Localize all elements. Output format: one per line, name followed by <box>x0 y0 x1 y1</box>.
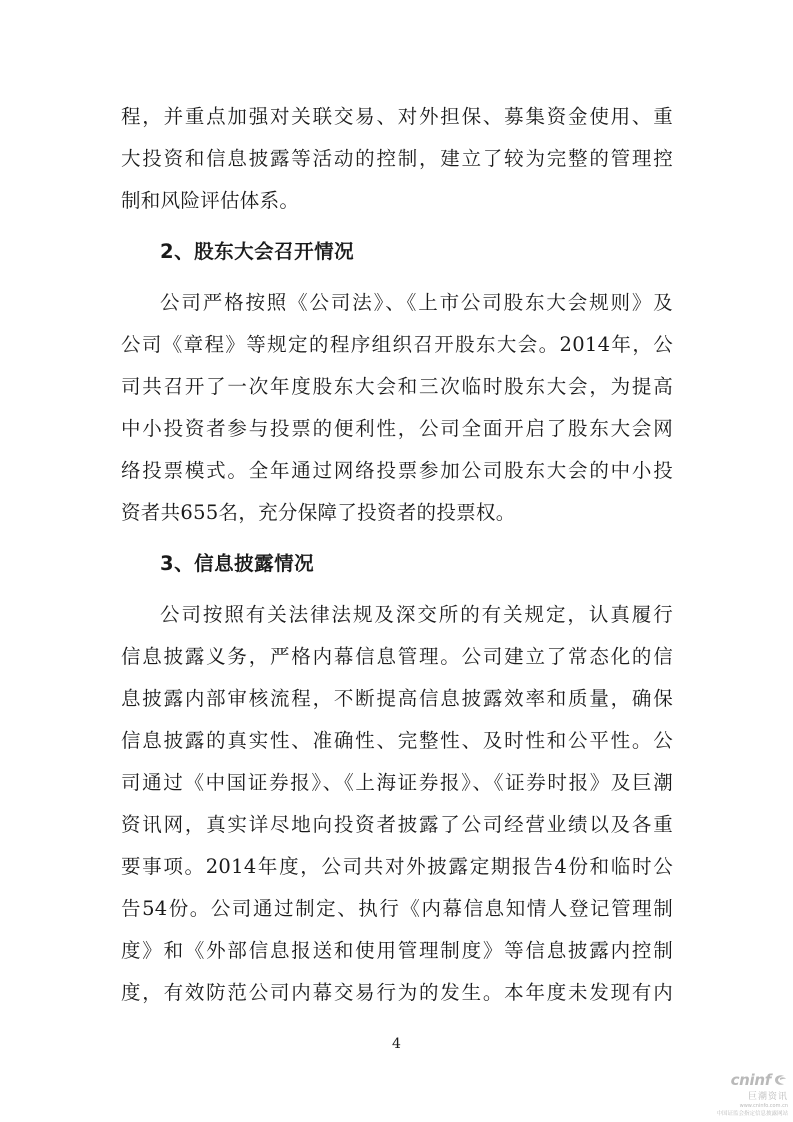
body-line: 资者共655名，充分保障了投资者的投票权。 <box>121 501 516 524</box>
body-line: 公司按照有关法律法规及深交所的有关规定，认真履行 <box>160 603 673 626</box>
body-line: 大投资和信息披露等活动的控制，建立了较为完整的管理控 <box>121 147 673 170</box>
body-line: 要事项。2014年度，公司共对外披露定期报告4份和临时公 <box>121 855 673 878</box>
section-heading-information-disclosure: 3、信息披露情况 <box>160 552 315 575</box>
body-line: 度》和《外部信息报送和使用管理制度》等信息披露内控制 <box>121 939 673 962</box>
body-line: 中小投资者参与投票的便利性，公司全面开启了股东大会网 <box>121 417 673 440</box>
body-line: 制和风险评估体系。 <box>121 189 300 212</box>
body-line: 资讯网，真实详尽地向投资者披露了公司经营业绩以及各重 <box>121 813 673 836</box>
body-line: 告54份。公司通过制定、执行《内幕信息知情人登记管理制 <box>121 897 673 920</box>
body-line: 息披露内部审核流程，不断提高信息披露效率和质量，确保 <box>121 687 673 710</box>
watermark-cn-name: 巨潮资讯 <box>747 1092 788 1102</box>
section-heading-shareholder-meetings: 2、股东大会召开情况 <box>160 240 355 263</box>
body-line: 信息披露义务，严格内幕信息管理。公司建立了常态化的信 <box>121 645 673 668</box>
body-line: 公司严格按照《公司法》、《上市公司股东大会规则》及 <box>160 291 673 314</box>
body-line: 司通过《中国证券报》、《上海证券报》、《证券时报》及巨潮 <box>121 771 673 794</box>
body-line: 司共召开了一次年度股东大会和三次临时股东大会，为提高 <box>121 375 673 398</box>
body-line: 公司《章程》等规定的程序组织召开股东大会。2014年，公 <box>121 333 673 356</box>
body-line: 信息披露的真实性、准确性、完整性、及时性和公平性。公 <box>121 729 673 752</box>
cninfo-logo-icon <box>772 1072 788 1088</box>
body-line: 程，并重点加强对关联交易、对外担保、募集资金使用、重 <box>121 105 673 128</box>
watermark-brand: cninf <box>730 1071 771 1089</box>
cninfo-watermark <box>700 1068 788 1120</box>
watermark-org: 中国证监会指定信息披露网站 <box>716 1111 788 1117</box>
body-line: 络投票模式。全年通过网络投票参加公司股东大会的中小投 <box>121 459 673 482</box>
page-number: 4 <box>392 1036 401 1052</box>
body-line: 度，有效防范公司内幕交易行为的发生。本年度未发现有内 <box>121 981 673 1004</box>
watermark-url: www.cninfo.com.cn <box>739 1103 788 1109</box>
